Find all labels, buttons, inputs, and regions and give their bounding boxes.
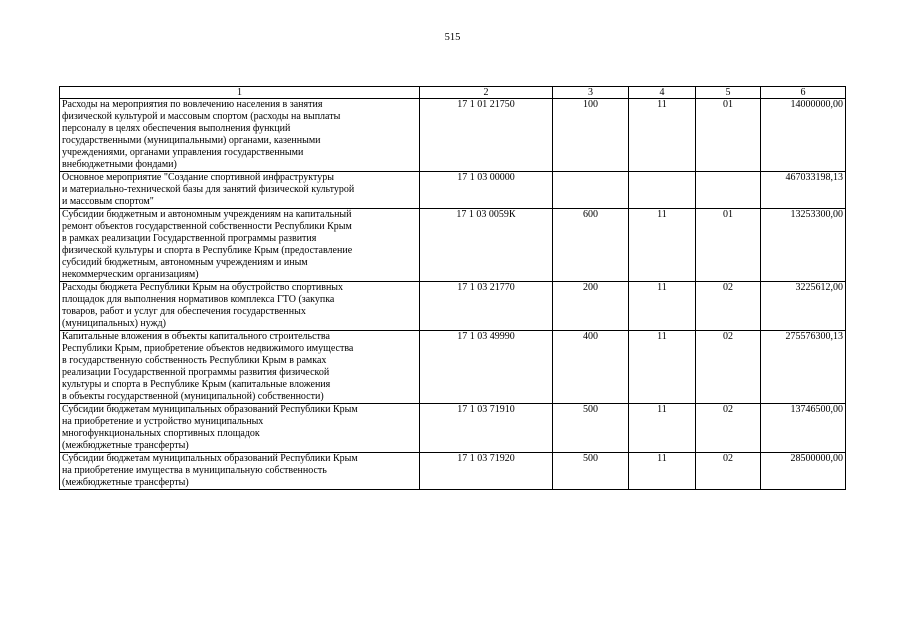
section-cell: 11: [629, 99, 696, 172]
expense-name-line: в государственную собственность Республики Крым в рамках: [62, 355, 327, 366]
expense-name-line: и массовым спортом": [62, 196, 154, 207]
expense-name-line: многофункциональных спортивных площадок: [62, 428, 260, 439]
column-header-2: 2: [420, 87, 553, 99]
section-cell: 11: [629, 453, 696, 490]
expense-name-line: Основное мероприятие "Создание спортивной инфраструктуры: [62, 172, 334, 183]
expense-name-cell: [60, 331, 420, 404]
column-header-3: 3: [553, 87, 629, 99]
table-row: [60, 331, 846, 404]
target-article-code-cell: 17 1 01 21750: [420, 99, 553, 172]
table-header-row: [60, 87, 846, 99]
table-row: [60, 172, 846, 209]
expense-name-cell: [60, 404, 420, 453]
expense-name-line: внебюджетными фондами): [62, 159, 177, 170]
amount-cell: 13253300,00: [761, 209, 846, 282]
expense-name-line: культуры и спорта в Республике Крым (капитальные вложения: [62, 379, 331, 390]
column-header-6: 6: [761, 87, 846, 99]
table-row: [60, 209, 846, 282]
expense-name-line: товаров, работ и услуг для обеспечения государственных: [62, 306, 306, 317]
expense-name-line: ремонт объектов государственной собственности Республики Крым: [62, 221, 352, 232]
expense-name-line: (муниципальных) нужд): [62, 318, 166, 329]
expense-type-cell: 400: [553, 331, 629, 404]
table-row: [60, 404, 846, 453]
expense-name-line: Расходы бюджета Республики Крым на обустройство спортивных: [62, 282, 344, 293]
expense-name-line: на приобретение и устройство муниципальных: [62, 416, 264, 427]
expense-name-line: Субсидии бюджетным и автономным учреждениям на капитальный: [62, 209, 352, 220]
expense-name-line: (межбюджетные трансферты): [62, 440, 189, 451]
table-row: [60, 99, 846, 172]
table-body: [60, 99, 846, 490]
column-header-4: 4: [629, 87, 696, 99]
expense-name-line: Субсидии бюджетам муниципальных образований Республики Крым: [62, 404, 358, 415]
section-cell: 11: [629, 404, 696, 453]
expense-name-line: Субсидии бюджетам муниципальных образований Республики Крым: [62, 453, 358, 464]
expense-name-cell: [60, 453, 420, 490]
page-number: 515: [444, 32, 461, 43]
amount-cell: 14000000,00: [761, 99, 846, 172]
amount-cell: 467033198,13: [761, 172, 846, 209]
subsection-cell: 01: [696, 99, 761, 172]
budget-table: [59, 86, 846, 490]
amount-cell: 275576300,13: [761, 331, 846, 404]
expense-name-line: и материально-технической базы для занятий физической культурой: [62, 184, 355, 195]
amount-cell: 13746500,00: [761, 404, 846, 453]
target-article-code-cell: 17 1 03 71910: [420, 404, 553, 453]
subsection-cell: 02: [696, 453, 761, 490]
expense-type-cell: 600: [553, 209, 629, 282]
expense-name-line: государственными (муниципальными) органами, казенными: [62, 135, 321, 146]
expense-name-line: (межбюджетные трансферты): [62, 477, 189, 488]
table-row: [60, 282, 846, 331]
expense-name-line: реализации Государственной программы развития физической: [62, 367, 330, 378]
expense-type-cell: [553, 172, 629, 209]
expense-name-line: Капитальные вложения в объекты капитального строительства: [62, 331, 330, 342]
expense-name-line: площадок для выполнения нормативов комплекса ГТО (закупка: [62, 294, 335, 305]
table-row: [60, 453, 846, 490]
expense-name-line: в рамках реализации Государственной программы развития: [62, 233, 317, 244]
subsection-cell: 02: [696, 331, 761, 404]
amount-cell: 3225612,00: [761, 282, 846, 331]
expense-name-line: в объекты государственной (муниципальной) собственности): [62, 391, 324, 402]
subsection-cell: 02: [696, 282, 761, 331]
expense-type-cell: 200: [553, 282, 629, 331]
expense-name-line: некоммерческим организациям): [62, 269, 199, 280]
expense-name-line: учреждениями, органами управления государственными: [62, 147, 304, 158]
section-cell: [629, 172, 696, 209]
target-article-code-cell: 17 1 03 71920: [420, 453, 553, 490]
expense-type-cell: 500: [553, 404, 629, 453]
expense-name-line: персоналу в целях обеспечения выполнения функций: [62, 123, 291, 134]
subsection-cell: [696, 172, 761, 209]
expense-type-cell: 500: [553, 453, 629, 490]
expense-name-line: Республики Крым, приобретение объектов недвижимого имущества: [62, 343, 354, 354]
expense-name-cell: [60, 172, 420, 209]
expense-name-line: физической культуры и спорта в Республике Крым (предоставление: [62, 245, 353, 256]
target-article-code-cell: 17 1 03 49990: [420, 331, 553, 404]
column-header-1: 1: [60, 87, 420, 99]
expense-name-cell: [60, 282, 420, 331]
target-article-code-cell: 17 1 03 0059К: [420, 209, 553, 282]
column-header-5: 5: [696, 87, 761, 99]
section-cell: 11: [629, 209, 696, 282]
expense-name-cell: [60, 209, 420, 282]
expense-name-cell: [60, 99, 420, 172]
expense-name-line: на приобретение имущества в муниципальную собственность: [62, 465, 327, 476]
expense-type-cell: 100: [553, 99, 629, 172]
target-article-code-cell: 17 1 03 00000: [420, 172, 553, 209]
section-cell: 11: [629, 331, 696, 404]
amount-cell: 28500000,00: [761, 453, 846, 490]
target-article-code-cell: 17 1 03 21770: [420, 282, 553, 331]
subsection-cell: 02: [696, 404, 761, 453]
expense-name-line: Расходы на мероприятия по вовлечению населения в занятия: [62, 99, 323, 110]
expense-name-line: физической культурой и массовым спортом (расходы на выплаты: [62, 111, 341, 122]
expense-name-line: субсидий бюджетным, автономным учреждениям и иным: [62, 257, 308, 268]
subsection-cell: 01: [696, 209, 761, 282]
section-cell: 11: [629, 282, 696, 331]
